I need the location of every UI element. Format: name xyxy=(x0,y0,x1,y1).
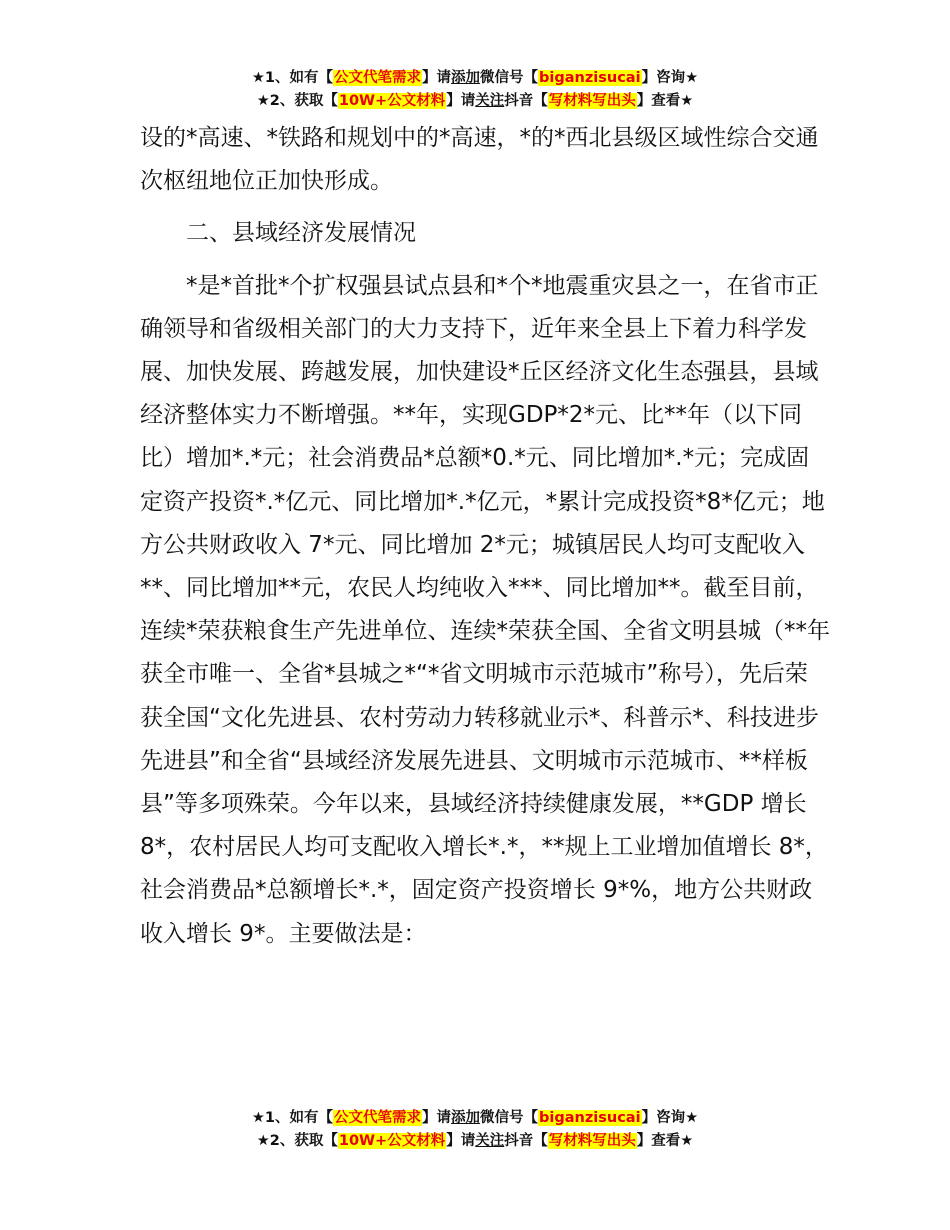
promo-text: 】查看★ xyxy=(636,1133,694,1149)
section-heading: 二、县域经济发展情况 xyxy=(186,220,416,247)
promo-text: 】请 xyxy=(422,70,452,86)
promo-line-2 xyxy=(0,1130,950,1153)
promo-underlined: 添加 xyxy=(451,1110,481,1126)
promo-text: ★2、获取【 xyxy=(256,1133,338,1149)
promo-text: 】咨询★ xyxy=(641,1110,699,1126)
promo-text: 抖音【 xyxy=(504,1133,548,1149)
promo-text: 微信号【 xyxy=(480,70,539,86)
promo-text: ★1、如有【 xyxy=(251,1110,334,1126)
promo-text: 微信号【 xyxy=(480,1110,539,1126)
main-paragraph: *是*首批*个扩权强县试点县和*个*地震重灾县之一，在省市正确领导和省级相关部门的大力支持下，近年来全县上下着力科学发展、加快发展、跨越发展，加快建设*丘区经济文化生态强县，县域经济整体实力不断增强。**年，实现GDP*2*元、比**年（以下同比）增加*.*元；社会消费品*总额*0.*元、同比增加*.*元；完成固定资产投资*.*亿元、同比增加*.*亿元，*累计完成投资*8*亿元；地方公共财政收入 7*元、同比增加 2*元；城镇居民人均可支配收入**、同比增加**元，农民人均纯收入***、同比增加**。截至目前，连续*荣获粮食生产先进单位、连续*荣获全国、全省文明县城（**年获全市唯一、全省*县城之*“*省文明城市示范城市”称号），先后荣获全国“文化先进县、农村劳动力转移就业示*、科普示*、科技进步先进县”和全省“县域经济发展先进县、文明城市示范城市、**样板县”等多项殊荣。今年以来，县域经济持续健康发展，**GDP 增长 8*，农村居民人均可支配收入增长*.*，**规上工业增加值增长 8*，社会消费品*总额增长*.*，固定资产投资增长 9*%，地方公共财政收入增长 9*。主要做法是： xyxy=(140,272,830,947)
promo-text: 】请 xyxy=(422,1110,452,1126)
promo-highlight: 写材料写出头 xyxy=(548,93,636,109)
promo-line-2 xyxy=(0,90,950,113)
promo-highlight: 10W+公文材料 xyxy=(338,93,446,109)
promo-text: 】查看★ xyxy=(636,93,694,109)
promo-underlined: 关注 xyxy=(475,93,505,109)
promo-text: 】咨询★ xyxy=(641,70,699,86)
promo-line-1 xyxy=(0,67,950,90)
document-body xyxy=(140,117,830,956)
promo-highlight: 公文代笔需求 xyxy=(334,70,422,86)
promo-text: ★2、获取【 xyxy=(256,93,338,109)
promo-line-1 xyxy=(0,1107,950,1130)
promo-banner-bottom xyxy=(0,1107,950,1153)
promo-highlight: 公文代笔需求 xyxy=(334,1110,422,1126)
promo-highlight: 10W+公文材料 xyxy=(338,1133,446,1149)
promo-text: 】请 xyxy=(446,93,476,109)
promo-highlight: biganzisucai xyxy=(539,1110,641,1126)
promo-banner-top xyxy=(0,67,950,113)
promo-highlight: biganzisucai xyxy=(539,70,641,86)
continuation-paragraph: 设的*高速、*铁路和规划中的*高速，*的*西北县级区域性综合交通次枢纽地位正加快形成。 xyxy=(140,125,819,195)
promo-underlined: 添加 xyxy=(451,70,481,86)
promo-text: ★1、如有【 xyxy=(251,70,334,86)
promo-text: 】请 xyxy=(446,1133,476,1149)
promo-underlined: 关注 xyxy=(475,1133,505,1149)
promo-text: 抖音【 xyxy=(504,93,548,109)
promo-highlight: 写材料写出头 xyxy=(548,1133,636,1149)
